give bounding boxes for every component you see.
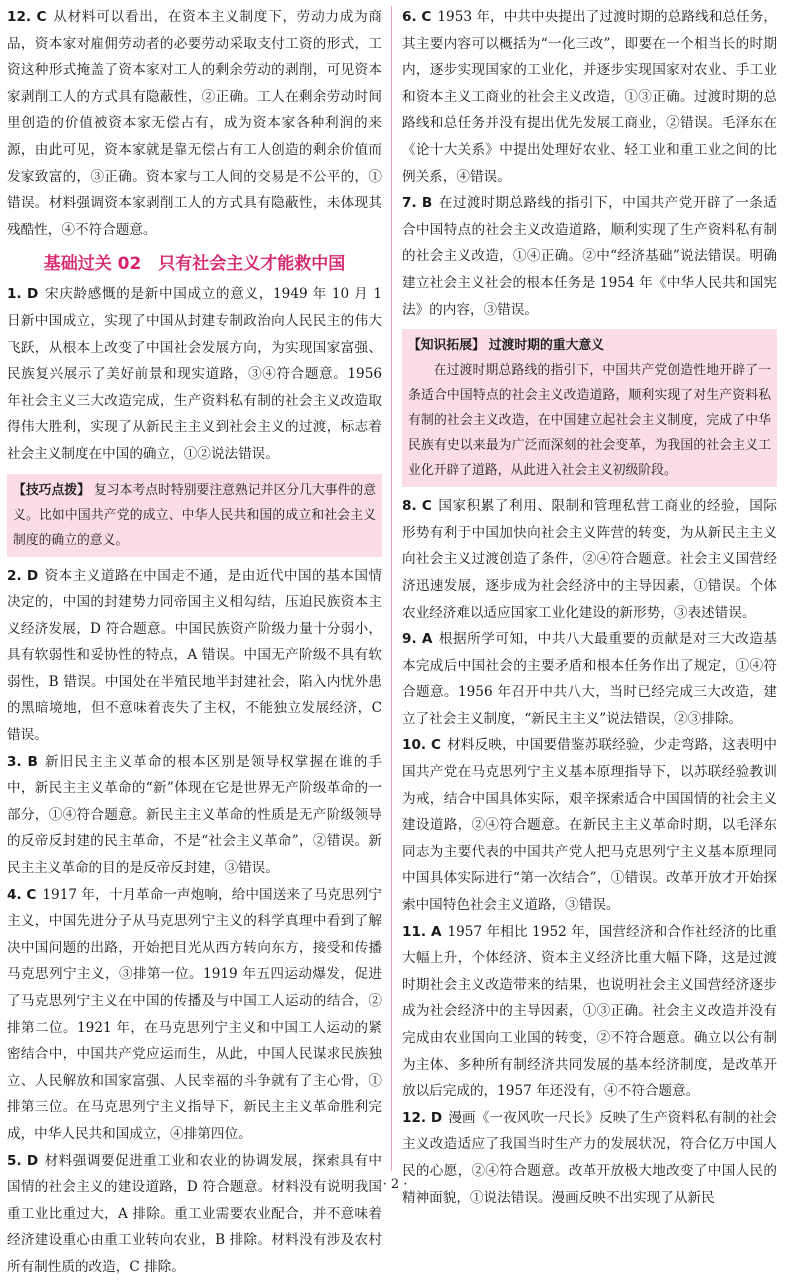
answer-text: 1917 年，十月革命一声炮响，给中国送来了马克思列宁主义，中国先进分子从马克思列宁主义的科学真理中看到了解决中国问题的出路，开始把目光从西方转向东方，接受和传播马克思列宁主义，③排第一位。1919 年五四运动爆发，促进了马克思列宁主义在中国的传播及与中国工人运动的结合，②排第二位。1921 年，在马克思列宁主义和中国工人运动的紧密结合中，中国共产党应运而生，从此，中国人民谋求民族独立、人民解放和国家富强、人民幸福的斗争就有了主心骨，①排第三位。在马克思列宁主义指导下，新民主主义革命胜利完成，中华人民共和国成立，④排第四位。 bbox=[7, 886, 382, 1142]
answer-number: 4. C bbox=[7, 886, 37, 903]
answer-item bbox=[402, 4, 777, 190]
answer-item bbox=[402, 732, 777, 918]
answer-text: 根据所学可知，中共八大最重要的贡献是对三大改造基本完成后中国社会的主要矛盾和根本任务作出了规定，①④符合题意。1956 年召开中共八大，当时已经完成三大改造，建立了社会主义制度，“新民主主义”说法错误，②③排除。 bbox=[402, 631, 777, 727]
answer-text: 1953 年，中共中央提出了过渡时期的总路线和总任务，其主要内容可以概括为“一化三改”，即要在一个相当长的时期内，逐步实现国家的工业化，并逐步实现国家对农业、手工业和资本主义工商业的社会主义改造，①③正确。过渡时期的总路线和总任务并没有提出优先发展工商业，②错误。毛泽东在《论十大关系》中提出处理好农业、轻工业和重工业之间的比例关系，④错误。 bbox=[402, 9, 777, 185]
answer-item bbox=[402, 190, 777, 323]
knowledge-title: 过渡时期的重大意义 bbox=[488, 338, 604, 354]
answer-number: 11. A bbox=[402, 923, 442, 940]
answer-item bbox=[7, 882, 382, 1148]
section-title: 基础过关 02 只有社会主义才能救中国 bbox=[43, 254, 346, 275]
answer-text: 在过渡时期总路线的指引下，中国共产党开辟了一条适合中国特点的社会主义改造道路，顺利实现了生产资料私有制的社会主义改造，①④正确。②中“经济基础”说法错误。明确建立社会主义社会的根本任务是 1954 年《中华人民共和国宪法》的内容，③错误。 bbox=[402, 195, 778, 318]
knowledge-label: 【知识拓展】 bbox=[408, 338, 485, 354]
answer-number: 12. C bbox=[7, 9, 47, 25]
page-number: · 2 · bbox=[382, 1177, 408, 1192]
answer-number: 3. B bbox=[7, 753, 38, 770]
answer-number: 1. D bbox=[7, 286, 39, 303]
answer-item bbox=[402, 626, 777, 732]
answer-text: 从材料可以看出，在资本主义制度下，劳动力成为商品，资本家对雇佣劳动者的必要劳动采取支付工资的形式，工资这种形式掩盖了资本家对工人的剩余劳动的剥削，可见资本家剥削工人的方式具有隐蔽性，②正确。工人在剩余劳动时间里创造的价值被资本家无偿占有，成为资本家各种利润的来源，由此可见，资本家就是靠无偿占有工人创造的剩余价值而发家致富的，③正确。资本家与工人间的交易是不公平的，①错误。材料强调资本家剥削工人的方式具有隐蔽性，未体现其残酷性，④不符合题意。 bbox=[7, 9, 383, 238]
knowledge-box bbox=[402, 329, 777, 487]
answer-text: 新旧民主主义革命的根本区别是领导权掌握在谁的手中，新民主主义革命的“新”体现在它是世界无产阶级革命的一部分，①④符合题意。新民主主义革命的性质是无产阶级领导的反帝反封建的民主革命，不是“社会主义革命”，②错误。新民主主义革命的目的是反帝反封建，③错误。 bbox=[7, 753, 382, 877]
answer-item bbox=[7, 1148, 382, 1281]
tip-box bbox=[7, 474, 382, 557]
answer-text: 材料反映，中国要借鉴苏联经验，少走弯路，这表明中国共产党在马克思列宁主义基本原理指导下，以苏联经验教训为戒，结合中国具体实际，艰辛探索适合中国国情的社会主义建设道路，②④符合题意。在新民主主义革命时期，以毛泽东同志为主要代表的中国共产党人把马克思列宁主义基本原理同中国具体实际进行“第一次结合”，①错误。改革开放才开始探索中国特色社会主义道路，③错误。 bbox=[402, 737, 777, 914]
answer-item bbox=[7, 563, 382, 749]
answer-item bbox=[402, 919, 777, 1105]
answer-item bbox=[402, 493, 777, 626]
answer-number: 8. C bbox=[402, 498, 432, 515]
answer-text: 材料强调要促进重工业和农业的协调发展，探索具有中国情的社会主义的建设道路，D 符合题意。材料没有说明我国重工业比重过大，A 排除。重工业需要农业配合，并不意味着经济建设重心由重工业转向农业，B 排除。材料没有涉及农村所有制性质的改造，C 排除。 bbox=[7, 1152, 382, 1275]
knowledge-text: 在过渡时期总路线的指引下，中国共产党创造性地开辟了一条适合中国特点的社会主义改造道路，顺利实现了对生产资料私有制的社会主义改造，在中国建立起社会主义制度，完成了中华民族有史以来最为广泛而深刻的社会变革，为我国的社会主义工业化开辟了道路，从此进入社会主义初级阶段。 bbox=[408, 363, 771, 479]
answer-number: 7. B bbox=[402, 195, 433, 212]
answer-number: 12. D bbox=[402, 1109, 443, 1126]
answer-item bbox=[7, 4, 382, 243]
answer-text: 1957 年相比 1952 年，国营经济和合作社经济的比重大幅上升，个体经济、资本主义经济比重大幅下降，这是过渡时期社会主义改造带来的结果，也说明社会主义国营经济逐步成为社会经济中的主导因素，①③正确。社会主义改造并没有完成由农业国向工业国的转变，②不符合题意。确立以公有制为主体、多种所有制经济共同发展的基本经济制度，是改革开放以后完成的，1957 年还没有，④不符合题意。 bbox=[402, 923, 777, 1100]
answer-text: 宋庆龄感慨的是新中国成立的意义，1949 年 10 月 1 日新中国成立，实现了中国从封建专制政治向人民民主的伟大飞跃，从根本上改变了中国社会发展方向，为实现国家富强、民族复兴展示了美好前景和现实道路，③④符合题意。1956 年社会主义三大改造完成，生产资料私有制的社会主义改造取得伟大胜利，实现了从新民主主义到社会主义的过渡，标志着社会主义制度在中国的确立，①②说法错误。 bbox=[7, 286, 383, 462]
answer-number: 6. C bbox=[402, 9, 432, 25]
column-divider bbox=[391, 6, 392, 1171]
answer-number: 5. D bbox=[7, 1152, 39, 1169]
answer-number: 9. A bbox=[402, 631, 433, 648]
answer-item bbox=[7, 281, 382, 467]
answer-text: 资本主义道路在中国走不通，是由近代中国的基本国情决定的，中国的封建势力同帝国主义相勾结，压迫民族资本主义经济发展，D 符合题意。中国民族资产阶级力量十分弱小，具有软弱性和妥协性的特点，A 错误。中国无产阶级不具有软弱性，B 错误。中国处在半殖民地半封建社会，陷入内忧外患的黑暗境地，但不意味着丧失了主权，不能独立发展经济，C 错误。 bbox=[7, 567, 382, 744]
tip-text: 复习本考点时特别要注意熟记并区分几大事件的意义。比如中国共产党的成立、中华人民共和国的成立和社会主义制度的确立的意义。 bbox=[13, 482, 377, 548]
answer-text: 漫画《一夜风吹一尺长》反映了生产资料私有制的社会主义改造适应了我国当时生产力的发展状况，符合亿万中国人民的心愿，②④符合题意。改革开放极大地改变了中国人民的精神面貌，①说法错误。漫画反映不出实现了从新民 bbox=[402, 1109, 778, 1206]
answer-item bbox=[7, 749, 382, 882]
answer-item bbox=[402, 1105, 777, 1211]
tip-label: 【技巧点拨】 bbox=[13, 482, 90, 498]
right-column bbox=[402, 4, 777, 1211]
answer-number: 2. D bbox=[7, 567, 39, 584]
answer-number: 10. C bbox=[402, 737, 441, 754]
answer-text: 国家积累了利用、限制和管理私营工商业的经验，国际形势有利于中国加快向社会主义阵营的转变，为从新民主主义向社会主义过渡创造了条件，②④符合题意。社会主义国营经济迅速发展，逐步成为社会经济中的主导因素，①错误。个体农业经济难以适应国家工业化建设的新形势，③表述错误。 bbox=[402, 498, 777, 621]
left-column bbox=[7, 4, 382, 1281]
